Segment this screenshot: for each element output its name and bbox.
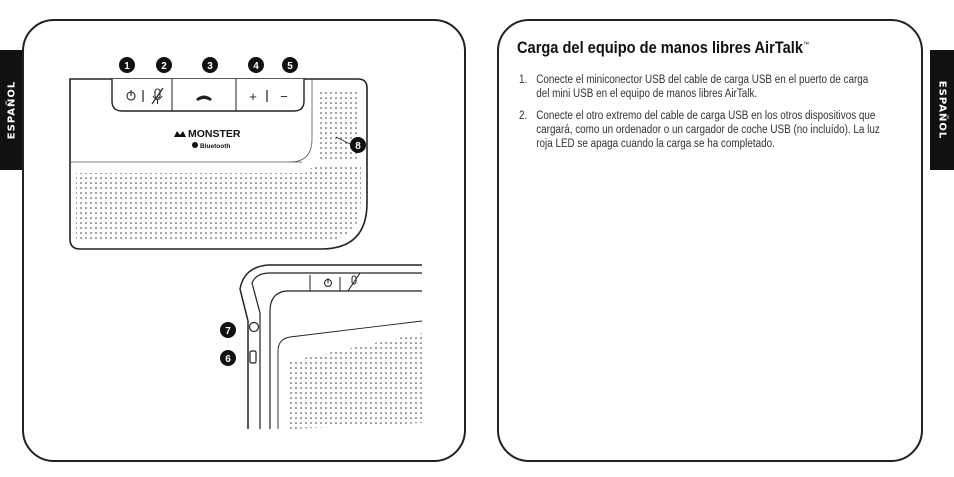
volume-down-button: − (280, 89, 288, 104)
bluetooth-label: Bluetooth (200, 143, 231, 150)
device-illustration (24, 21, 464, 460)
section-title-text: Carga del equipo de manos libres AirTalk (517, 38, 803, 57)
callout-6 (220, 350, 236, 366)
volume-up-button: + (249, 89, 257, 104)
step-text: Conecte el miniconector USB del cable de carga USB en el puerto de carga del mini USB en el equipo de manos libres AirTalk. (536, 74, 869, 100)
svg-text:8: 8 (355, 141, 361, 152)
svg-text:1: 1 (124, 61, 130, 72)
svg-text:2: 2 (161, 61, 167, 72)
svg-text:4: 4 (253, 61, 259, 72)
headset-jack (250, 323, 259, 332)
svg-text:3: 3 (207, 61, 213, 72)
steps-list (519, 73, 880, 159)
list-item (519, 73, 880, 101)
language-tab-label: ESPAÑOL (6, 80, 18, 140)
svg-text:6: 6 (225, 354, 231, 365)
language-tab-left (0, 50, 24, 170)
callout-5 (282, 57, 298, 73)
trademark-mark: ™ (802, 41, 809, 49)
illustration-panel (22, 19, 466, 462)
bluetooth-icon (192, 142, 198, 148)
usb-port (250, 351, 256, 363)
language-tab-label: ESPAÑOL (936, 80, 948, 140)
svg-text:7: 7 (225, 326, 231, 337)
svg-text:5: 5 (287, 61, 293, 72)
callout-7 (220, 322, 236, 338)
callout-4 (248, 57, 264, 73)
callout-1 (119, 57, 135, 73)
list-item (519, 109, 880, 151)
instructions-panel (497, 19, 923, 462)
device-front-view (70, 79, 367, 249)
step-number: 1. (519, 74, 528, 86)
device-side-view (240, 265, 422, 429)
step-text: Conecte el otro extremo del cable de carga USB en los otros dispositivos que cargará, como un ordenador o un cargador de coche USB (no incluído). La luz roja LED se apaga cuando la carga se ha completado. (536, 110, 880, 150)
language-tab-right (930, 50, 954, 170)
callout-3 (202, 57, 218, 73)
brand-label: MONSTER (188, 128, 241, 140)
callout-8 (350, 137, 366, 153)
callout-2 (156, 57, 172, 73)
section-title (517, 38, 809, 58)
step-number: 2. (519, 110, 528, 122)
